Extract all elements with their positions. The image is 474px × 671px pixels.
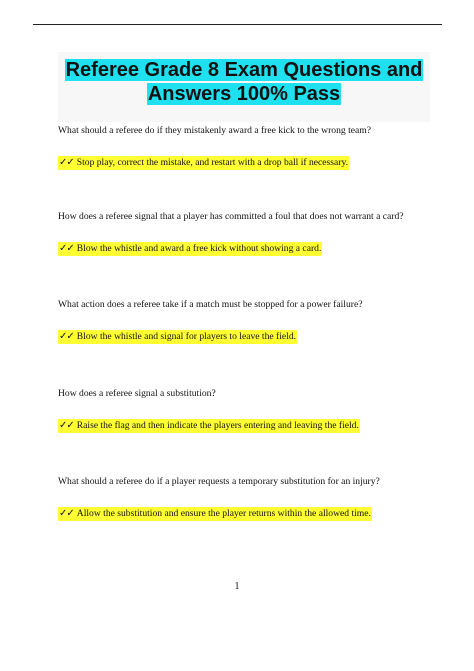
answer-highlight (58, 156, 349, 170)
qa-item-4 (58, 388, 438, 432)
page-number: 1 (234, 581, 240, 592)
question-text: What action does a referee take if a match must be stopped for a power failure? (58, 299, 363, 310)
answer-text: Blow the whistle and award a free kick without showing a card. (76, 243, 322, 254)
answer-text: Stop play, correct the mistake, and restart with a drop ball if necessary. (76, 157, 349, 168)
answer-highlight (58, 507, 372, 521)
answer (58, 157, 438, 169)
qa-item-3 (58, 299, 438, 343)
answer (58, 508, 438, 520)
question-text: What should a referee do if they mistakenly award a free kick to the wrong team? (58, 125, 372, 136)
answer-highlight (58, 242, 322, 256)
double-check-icon: ✓✓ (59, 420, 74, 431)
double-check-icon: ✓✓ (59, 157, 74, 168)
answer-highlight (58, 419, 360, 433)
qa-item-2 (58, 211, 438, 255)
question-text: How does a referee signal a substitution? (58, 388, 216, 399)
answer-text: Blow the whistle and signal for players to leave the field. (76, 331, 297, 342)
answer (58, 331, 438, 343)
double-check-icon: ✓✓ (59, 331, 74, 342)
answer (58, 420, 438, 432)
double-check-icon: ✓✓ (59, 243, 74, 254)
title-line-2: Answers 100% Pass (147, 83, 341, 105)
answer-text: Allow the substitution and ensure the player returns within the allowed time. (76, 508, 371, 519)
question-text: What should a referee do if a player requests a temporary substitution for an injury? (58, 476, 380, 487)
top-rule (33, 24, 442, 25)
answer-text: Raise the flag and then indicate the players entering and leaving the field. (76, 420, 359, 431)
answer-highlight (58, 330, 297, 344)
question-text: How does a referee signal that a player has committed a foul that does not warrant a card? (58, 211, 404, 222)
qa-item-5 (58, 476, 438, 520)
document-title (58, 58, 430, 106)
answer (58, 243, 438, 255)
title-line-1: Referee Grade 8 Exam Questions and (65, 59, 423, 81)
qa-item-1 (58, 125, 438, 169)
double-check-icon: ✓✓ (59, 508, 74, 519)
